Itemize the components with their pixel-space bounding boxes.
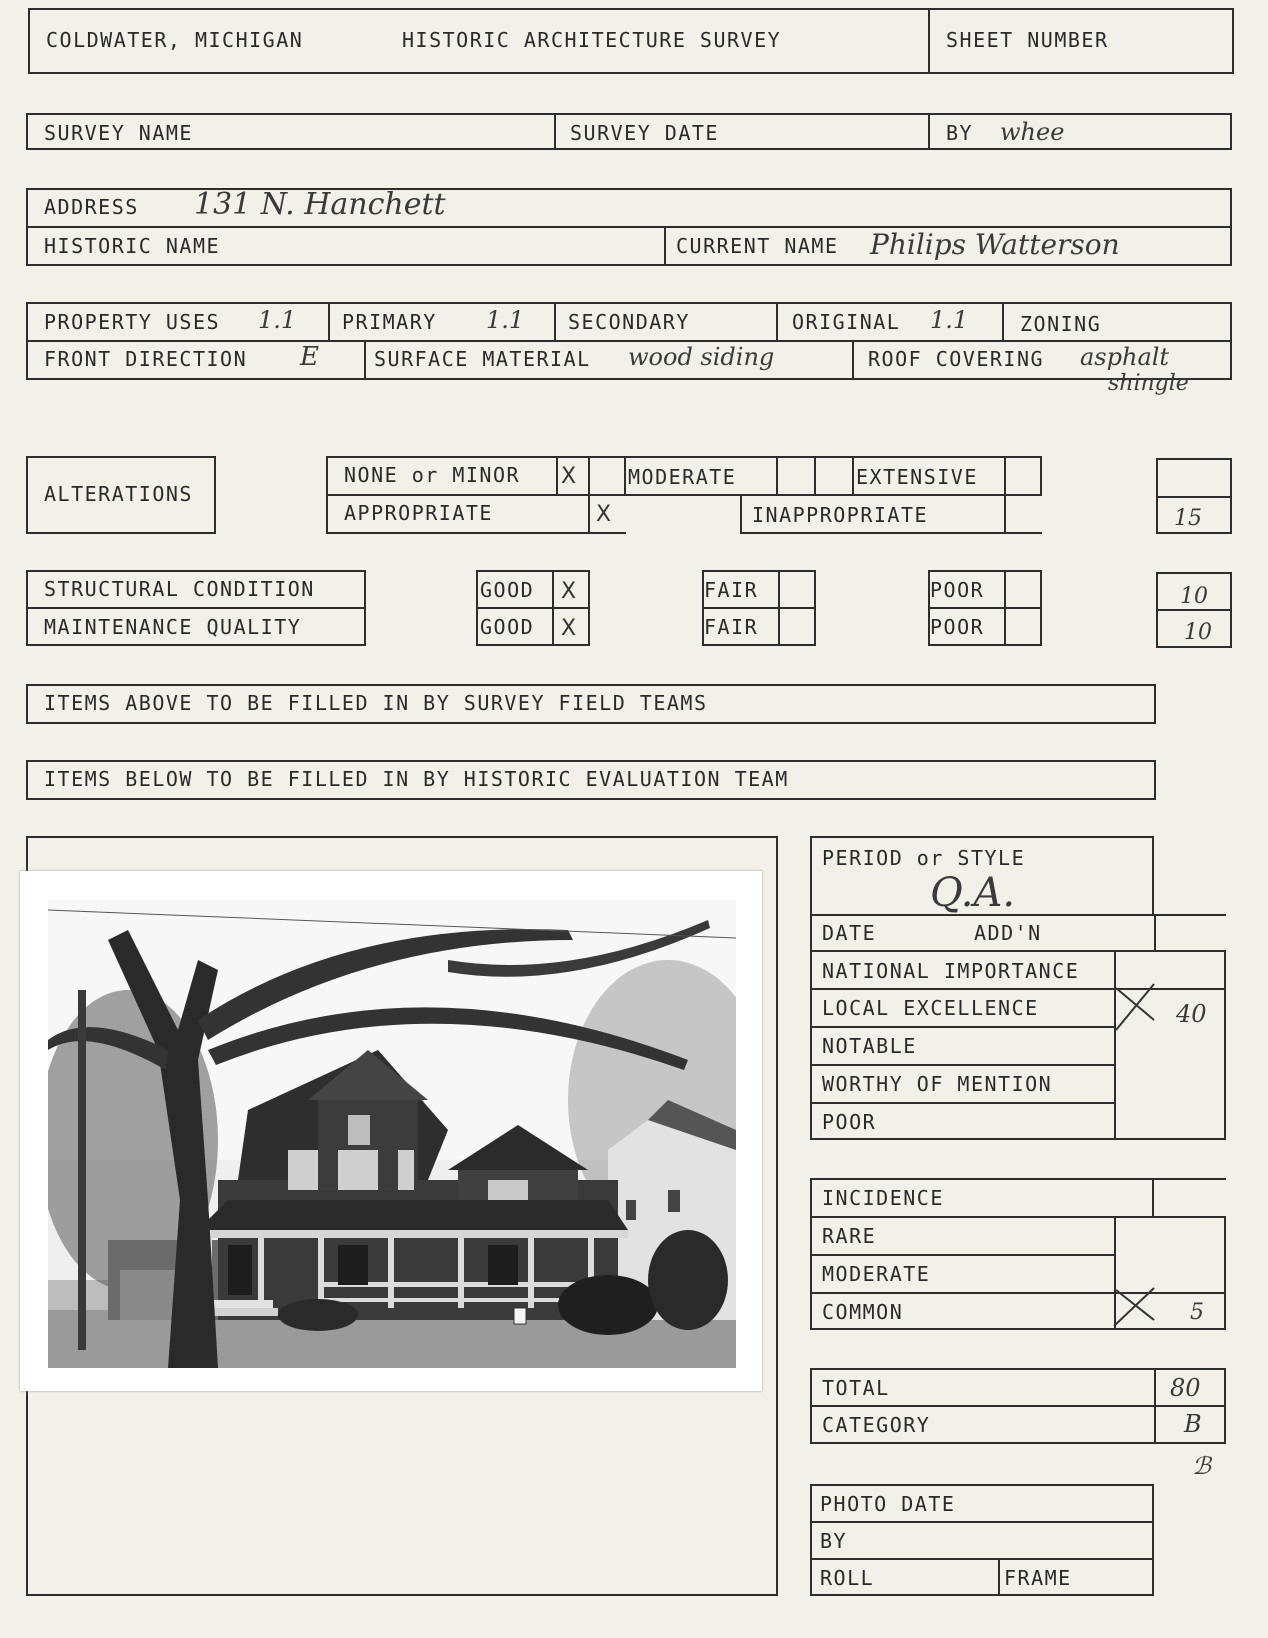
fair-divider xyxy=(702,607,816,609)
survey-row-right xyxy=(1230,113,1232,150)
importance-row-2 xyxy=(810,988,1226,990)
photo-date-row-2 xyxy=(810,1558,1154,1560)
secondary-label: SECONDARY xyxy=(568,310,690,334)
total-col xyxy=(1154,1368,1156,1444)
note-below-text: ITEMS BELOW TO BE FILLED IN BY HISTORIC EVALUATION TEAM xyxy=(44,767,789,791)
appropriate-check: X xyxy=(596,502,612,527)
alterations-v8 xyxy=(1004,456,1006,534)
alterations-v7 xyxy=(852,456,854,496)
good-check-divider xyxy=(552,570,554,646)
maintenance-score: 10 xyxy=(1184,620,1212,645)
incidence-box-right xyxy=(1224,1216,1226,1330)
notable-label: NOTABLE xyxy=(822,1034,917,1058)
maintenance-poor-label: POOR xyxy=(930,615,985,639)
alterations-label: ALTERATIONS xyxy=(44,482,193,506)
uses-div-a xyxy=(328,302,330,340)
note-above-top xyxy=(26,684,1156,686)
uses-div-d xyxy=(1002,302,1004,340)
rare-label: RARE xyxy=(822,1224,877,1248)
good-divider xyxy=(476,607,590,609)
local-excellence-check xyxy=(1110,982,1160,1032)
primary-value: 1.1 xyxy=(486,306,525,334)
header-divider xyxy=(928,8,930,74)
note-above-bottom xyxy=(26,722,1156,724)
note-above-text: ITEMS ABOVE TO BE FILLED IN BY SURVEY FIELD TEAMS xyxy=(44,691,708,715)
alterations-grid-bottom-2 xyxy=(740,532,1042,534)
photo-area-right xyxy=(776,836,778,1596)
alterations-v1 xyxy=(326,456,328,534)
city-label: COLDWATER, MICHIGAN xyxy=(46,28,304,52)
surveyor-by-value: whee xyxy=(1000,118,1065,146)
alterations-grid-bottom xyxy=(326,532,626,534)
fair-check-divider xyxy=(778,570,780,646)
alterations-score-divider xyxy=(1156,496,1232,498)
alterations-v3 xyxy=(588,456,590,534)
none-minor-check: X xyxy=(561,464,577,489)
photo-by-label: BY xyxy=(820,1529,848,1553)
property-uses-value: 1.1 xyxy=(258,306,297,334)
roof-covering-label: ROOF COVERING xyxy=(868,347,1045,371)
roll-frame-divider xyxy=(998,1558,1000,1596)
poor-importance-label: POOR xyxy=(822,1110,877,1134)
period-box-right xyxy=(1154,914,1156,950)
condition-label-divider xyxy=(26,607,366,609)
photo-area-bottom xyxy=(26,1594,778,1596)
survey-row-div2 xyxy=(928,113,930,150)
surveyor-by-label: BY xyxy=(946,121,974,145)
incidence-score: 5 xyxy=(1190,1300,1204,1325)
appropriate-label: APPROPRIATE xyxy=(344,501,493,525)
importance-box-right xyxy=(1224,950,1226,1140)
uses-div-f xyxy=(852,340,854,380)
uses-div-c xyxy=(776,302,778,340)
extensive-label: EXTENSIVE xyxy=(856,465,978,489)
common-check xyxy=(1110,1284,1160,1330)
alterations-v9 xyxy=(740,494,742,534)
survey-name-label: SURVEY NAME xyxy=(44,121,193,145)
roll-label: ROLL xyxy=(820,1566,875,1590)
local-excellence-label: LOCAL EXCELLENCE xyxy=(822,996,1039,1020)
survey-row-div1 xyxy=(554,113,556,150)
zoning-label: ZONING xyxy=(1020,312,1102,336)
roof-covering-value-2: shingle xyxy=(1108,371,1189,396)
survey-row-top xyxy=(26,113,1232,115)
alterations-v2 xyxy=(556,456,558,496)
uses-div-b xyxy=(554,302,556,340)
structural-score: 10 xyxy=(1180,584,1208,609)
maintenance-good-label: GOOD xyxy=(480,615,535,639)
note-above-right xyxy=(1154,684,1156,724)
note-below-bottom xyxy=(26,798,1156,800)
importance-row-5 xyxy=(810,1102,1114,1104)
house-illustration xyxy=(48,900,736,1368)
importance-row-4 xyxy=(810,1064,1114,1066)
address-value: 131 N. Hanchett xyxy=(194,187,446,222)
photo-area-top xyxy=(26,836,778,838)
front-direction-label: FRONT DIRECTION xyxy=(44,347,248,371)
period-style-label: PERIOD or STYLE xyxy=(822,846,1026,870)
structural-fair-label: FAIR xyxy=(704,578,759,602)
survey-title: HISTORIC ARCHITECTURE SURVEY xyxy=(402,28,782,52)
historic-name-label: HISTORIC NAME xyxy=(44,234,221,258)
poor-divider xyxy=(928,607,1042,609)
current-name-divider xyxy=(664,226,666,266)
category-initials: ℬ xyxy=(1192,1452,1211,1480)
house-photo xyxy=(48,900,736,1368)
frame-label: FRAME xyxy=(1004,1566,1072,1590)
importance-col xyxy=(1114,950,1116,1140)
category-label: CATEGORY xyxy=(822,1413,931,1437)
note-below-left xyxy=(26,760,28,800)
maintenance-quality-label: MAINTENANCE QUALITY xyxy=(44,615,302,639)
note-above-left xyxy=(26,684,28,724)
uses-div-e xyxy=(364,340,366,380)
incidence-row-1 xyxy=(810,1216,1226,1218)
poor-check-divider xyxy=(1004,570,1006,646)
national-importance-label: NATIONAL IMPORTANCE xyxy=(822,959,1080,983)
primary-label: PRIMARY xyxy=(342,310,437,334)
inappropriate-label: INAPPROPRIATE xyxy=(752,503,929,527)
structural-good-check: X xyxy=(561,579,577,604)
incidence-row-2 xyxy=(810,1254,1114,1256)
condition-score-divider xyxy=(1156,609,1232,611)
surface-material-label: SURFACE MATERIAL xyxy=(374,347,591,371)
none-minor-label: NONE or MINOR xyxy=(344,463,521,487)
structural-poor-label: POOR xyxy=(930,578,985,602)
incidence-top-right xyxy=(1152,1178,1154,1216)
alterations-v6 xyxy=(814,456,816,496)
maintenance-fair-label: FAIR xyxy=(704,615,759,639)
importance-score: 40 xyxy=(1176,1000,1207,1028)
alterations-grid-mid xyxy=(326,494,1042,496)
surface-material-value: wood siding xyxy=(628,343,775,371)
date-label: DATE xyxy=(822,921,877,945)
note-below-top xyxy=(26,760,1156,762)
survey-row-bottom xyxy=(26,148,1232,150)
total-value: 80 xyxy=(1170,1374,1201,1402)
property-uses-label: PROPERTY USES xyxy=(44,310,221,334)
worthy-of-mention-label: WORTHY OF MENTION xyxy=(822,1072,1053,1096)
survey-date-label: SURVEY DATE xyxy=(570,121,719,145)
front-direction-value: E xyxy=(300,342,319,372)
structural-good-label: GOOD xyxy=(480,578,535,602)
maintenance-good-check: X xyxy=(561,616,577,641)
moderate-incidence-label: MODERATE xyxy=(822,1262,931,1286)
alterations-v4 xyxy=(624,456,626,496)
structural-condition-label: STRUCTURAL CONDITION xyxy=(44,577,315,601)
current-name-label: CURRENT NAME xyxy=(676,234,839,258)
alterations-score: 15 xyxy=(1174,506,1202,531)
roof-covering-value-1: asphalt xyxy=(1080,343,1170,371)
common-label: COMMON xyxy=(822,1300,904,1324)
importance-row-1 xyxy=(810,950,1226,952)
importance-row-3 xyxy=(810,1026,1114,1028)
note-below-right xyxy=(1154,760,1156,800)
uses-divider xyxy=(26,340,1232,342)
original-label: ORIGINAL xyxy=(792,310,901,334)
incidence-row-3 xyxy=(810,1292,1226,1294)
addn-label: ADD'N xyxy=(974,921,1042,945)
photo-date-row-1 xyxy=(810,1521,1154,1523)
survey-row-left xyxy=(26,113,28,150)
period-style-value: Q.A. xyxy=(930,870,1016,916)
photo-date-label: PHOTO DATE xyxy=(820,1492,956,1516)
original-value: 1.1 xyxy=(930,306,969,334)
moderate-alt-label: MODERATE xyxy=(628,465,737,489)
address-label: ADDRESS xyxy=(44,195,139,219)
incidence-label: INCIDENCE xyxy=(822,1186,944,1210)
total-divider xyxy=(810,1405,1226,1407)
total-label: TOTAL xyxy=(822,1376,890,1400)
current-name-value: Philips Watterson xyxy=(870,228,1120,261)
alterations-v5 xyxy=(776,456,778,496)
sheet-number-label: SHEET NUMBER xyxy=(946,28,1109,52)
category-value: B xyxy=(1184,1410,1202,1438)
